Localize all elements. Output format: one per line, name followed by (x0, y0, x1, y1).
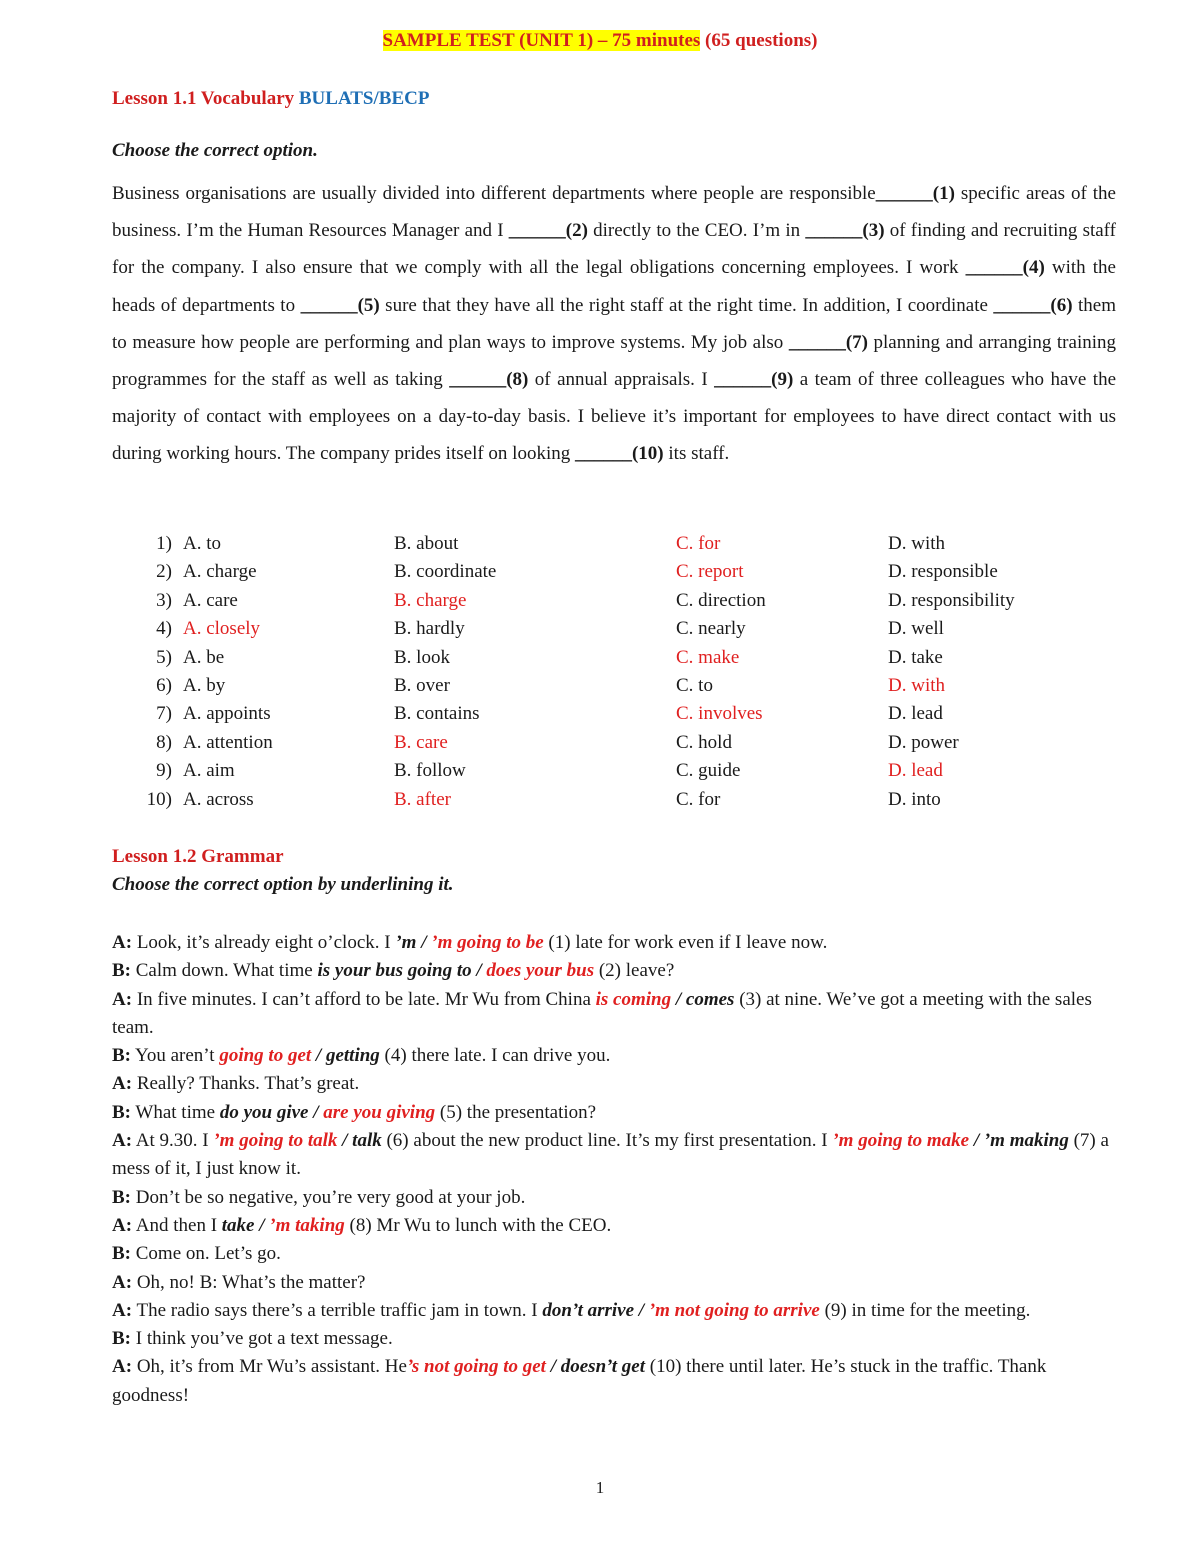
speaker-label: A: (112, 1130, 133, 1152)
speaker-label: B: (112, 960, 131, 982)
answer-blank: ______(6) (993, 294, 1073, 316)
answer-option: / comes (671, 988, 735, 1010)
correct-answer: ’m going to be (431, 932, 544, 953)
speaker-label: A: (112, 1214, 133, 1236)
dialogue-line (112, 1353, 1116, 1410)
dialogue-line (112, 1070, 1116, 1098)
option-row (140, 558, 1140, 586)
question-number: 7) (156, 703, 172, 725)
correct-answer: going to get (219, 1045, 312, 1067)
answer-blank: ______(2) (508, 220, 588, 242)
question-number: 6) (156, 674, 172, 696)
dialogue-text: (2) leave? (594, 960, 675, 982)
option-d: D. with (888, 533, 945, 554)
dialogue-line (112, 1325, 1116, 1353)
test-title (0, 30, 1200, 52)
dialogue-text: Calm down. What time (131, 960, 318, 982)
answer-option: do you give / (219, 1101, 324, 1123)
option-row (140, 615, 1140, 643)
lesson-1-2-heading: Lesson 1.2 Grammar (112, 846, 284, 867)
option-a: A. charge (183, 561, 257, 583)
answer-option: is your bus going to / (317, 960, 487, 982)
option-b: B. contains (394, 703, 480, 725)
passage-text: a team of three colleagues who have the majority of contact with employees on a day-to-day basis. I believe it’s important for employees to have direct contact with us during working hours. The company prides itself on looking (112, 369, 1116, 465)
answer-option: / getting (311, 1045, 380, 1067)
option-row (140, 786, 1140, 814)
lesson-1-2-instruction: Choose the correct option by underlining it. (112, 874, 454, 895)
title-rest: (65 questions) (700, 30, 818, 51)
dialogue-text: Look, it’s already eight o’clock. I (132, 932, 396, 953)
option-a: A. attention (183, 731, 273, 753)
option-a: A. across (183, 788, 254, 810)
option-c: C. for (676, 788, 721, 810)
dialogue-text: You aren’t (131, 1045, 220, 1067)
option-d: D. lead (888, 703, 943, 725)
lesson-1-1-heading-text: Lesson 1.1 Vocabulary (112, 88, 299, 109)
speaker-label: A: (112, 1271, 133, 1293)
speaker-label: B: (112, 1045, 131, 1067)
correct-answer: ’m taking (269, 1214, 345, 1236)
speaker-label: B: (112, 1328, 131, 1350)
dialogue-text: (8) Mr Wu to lunch with the CEO. (344, 1214, 612, 1236)
option-d: D. responsibility (888, 589, 1015, 611)
option-c: C. hold (676, 731, 732, 753)
option-b-correct: B. care (394, 731, 448, 753)
bulats-label: BULATS/BECP (298, 88, 430, 109)
dialogue-text: (4) there late. I can drive you. (379, 1045, 611, 1067)
dialogue-text: The radio says there’s a terrible traffic jam in town. I (132, 1299, 543, 1321)
option-d: D. well (888, 618, 944, 640)
option-d: D. power (888, 731, 959, 753)
question-number: 8) (156, 731, 172, 753)
option-b-correct: B. after (394, 788, 451, 810)
passage-text: them to measure how people are performing and plan ways to improve systems. My job also (112, 294, 1116, 353)
answer-blank: ______(3) (805, 220, 885, 242)
option-c-correct: C. make (676, 646, 740, 668)
answer-option: / talk (337, 1130, 382, 1152)
correct-answer: ’m going to talk (213, 1130, 338, 1152)
dialogue-text: Come on. Let’s go. (131, 1243, 281, 1265)
answer-option: / ’m making (969, 1130, 1069, 1152)
option-b: B. about (394, 533, 459, 554)
answer-blank: ______(5) (300, 294, 380, 316)
passage-text: Business organisations are usually divided into different departments where people are responsible (112, 183, 876, 204)
option-row (140, 530, 1140, 558)
dialogue-line (112, 929, 1116, 957)
option-c: C. nearly (676, 618, 746, 640)
speaker-label: B: (112, 1186, 131, 1208)
option-d: D. responsible (888, 561, 998, 583)
speaker-label: A: (112, 1356, 133, 1378)
option-a: A. care (183, 589, 238, 611)
option-a: A. appoints (183, 703, 271, 725)
answer-blank: ______(4) (965, 257, 1045, 279)
answer-blank: ______(8) (449, 369, 529, 391)
dialogue-text: (6) about the new product line. It’s my first presentation. I (381, 1130, 833, 1152)
vocabulary-options-list (140, 530, 1140, 814)
option-b: B. hardly (394, 618, 465, 640)
dialogue-text: (5) the presentation? (435, 1101, 597, 1123)
dialogue-line (112, 1269, 1116, 1297)
option-c: C. to (676, 674, 713, 696)
dialogue-text: (3) at nine. We’ve got a meeting with the sales team. (112, 988, 1092, 1038)
option-a: A. be (183, 646, 225, 668)
option-row (140, 757, 1140, 785)
correct-answer: ’s not going to get (406, 1356, 546, 1378)
option-d: D. into (888, 788, 941, 810)
dialogue-text: (1) late for work even if I leave now. (543, 932, 828, 953)
option-b: B. coordinate (394, 561, 497, 583)
passage-text: sure that they have all the right staff at the right time. In addition, I coordinate (379, 294, 994, 316)
answer-blank: ______(10) (574, 443, 664, 465)
option-a: A. to (183, 533, 221, 554)
passage-text: with the heads of departments to (112, 257, 1116, 316)
answer-option: / doesn’t get (545, 1356, 646, 1378)
option-b: B. follow (394, 760, 466, 782)
answer-blank: ______(7) (788, 331, 868, 353)
correct-answer: ’m going to make (832, 1130, 970, 1152)
option-b: B. over (394, 674, 450, 696)
answer-blank: ______(9) (714, 369, 794, 391)
lesson-1-1-instruction: Choose the correct option. (112, 140, 318, 161)
option-a: A. aim (183, 760, 235, 782)
option-b: B. look (394, 646, 450, 668)
speaker-label: A: (112, 932, 133, 953)
dialogue-line (112, 1297, 1116, 1325)
dialogue-line (112, 1212, 1116, 1240)
option-c-correct: C. report (676, 561, 744, 583)
dialogue-line (112, 1042, 1116, 1070)
correct-answer: ’m not going to arrive (648, 1299, 820, 1321)
dialogue-text: Oh, no! B: What’s the matter? (132, 1271, 366, 1293)
question-number: 10) (146, 788, 172, 810)
passage-text: directly to the CEO. I’m in (587, 220, 806, 242)
passage-text: specific areas of the business. I’m the Human Resources Manager and I (112, 183, 1116, 242)
option-row (140, 729, 1140, 757)
dialogue-text: (9) in time for the meeting. (819, 1299, 1031, 1321)
dialogue-text: In five minutes. I can’t afford to be late. Mr Wu from China (132, 988, 596, 1010)
option-row (140, 644, 1140, 672)
option-c: C. direction (676, 589, 766, 611)
dialogue-line (112, 1127, 1116, 1184)
dialogue-line (112, 986, 1116, 1043)
dialogue-text: Don’t be so negative, you’re very good at your job. (131, 1186, 526, 1208)
correct-answer: does your bus (486, 960, 595, 982)
answer-blank: ______(1) (875, 183, 955, 204)
option-row (140, 700, 1140, 728)
answer-option: don’t arrive / (542, 1299, 649, 1321)
dialogue-line (112, 1099, 1116, 1127)
question-number: 5) (156, 646, 172, 668)
passage-text: of annual appraisals. I (528, 369, 715, 391)
option-c-correct: C. for (676, 533, 721, 554)
speaker-label: A: (112, 1073, 133, 1095)
speaker-label: B: (112, 1243, 131, 1265)
option-row (140, 587, 1140, 615)
dialogue-text: Really? Thanks. That’s great. (132, 1073, 360, 1095)
passage-text: of finding and recruiting staff for the company. I also ensure that we comply with all the legal obligations concerning employees. I work (112, 220, 1116, 279)
option-c-correct: C. involves (676, 703, 763, 725)
grammar-dialogue (112, 929, 1116, 1410)
option-b-correct: B. charge (394, 589, 467, 611)
correct-answer: are you giving (323, 1101, 436, 1123)
question-number: 1) (156, 533, 172, 554)
option-row (140, 672, 1140, 700)
answer-option: ’m / (395, 932, 432, 953)
question-number: 3) (156, 589, 172, 611)
answer-option: take / (221, 1214, 270, 1236)
dialogue-text: (7) a mess of it, I just know it. (112, 1130, 1109, 1180)
speaker-label: A: (112, 1299, 133, 1321)
option-a: A. by (183, 674, 226, 696)
speaker-label: A: (112, 988, 133, 1010)
question-number: 4) (156, 618, 172, 640)
dialogue-text: And then I (132, 1214, 222, 1236)
passage-text: its staff. (663, 443, 730, 465)
title-highlight: SAMPLE TEST (UNIT 1) – 75 minutes (382, 30, 701, 51)
dialogue-text: What time (131, 1101, 220, 1123)
question-number: 9) (156, 760, 172, 782)
passage-text: planning and arranging training programmes for the staff as well as taking (112, 331, 1116, 391)
option-d: D. take (888, 646, 943, 668)
dialogue-text: At 9.30. I (132, 1130, 214, 1152)
vocabulary-passage (112, 175, 1116, 473)
dialogue-line (112, 957, 1116, 985)
correct-answer: is coming (595, 988, 672, 1010)
option-d-correct: D. with (888, 674, 945, 696)
lesson-1-1-heading (112, 88, 429, 110)
question-number: 2) (156, 561, 172, 583)
dialogue-line (112, 1240, 1116, 1268)
option-a-correct: A. closely (183, 618, 261, 640)
dialogue-text: (10) there until later. He’s stuck in the traffic. Thank goodness! (112, 1356, 1047, 1406)
page-number: 1 (595, 1478, 605, 1497)
option-d-correct: D. lead (888, 760, 943, 782)
dialogue-line (112, 1184, 1116, 1212)
dialogue-text: Oh, it’s from Mr Wu’s assistant. He (132, 1356, 407, 1378)
option-c: C. guide (676, 760, 741, 782)
dialogue-text: I think you’ve got a text message. (131, 1328, 393, 1350)
speaker-label: B: (112, 1101, 131, 1123)
